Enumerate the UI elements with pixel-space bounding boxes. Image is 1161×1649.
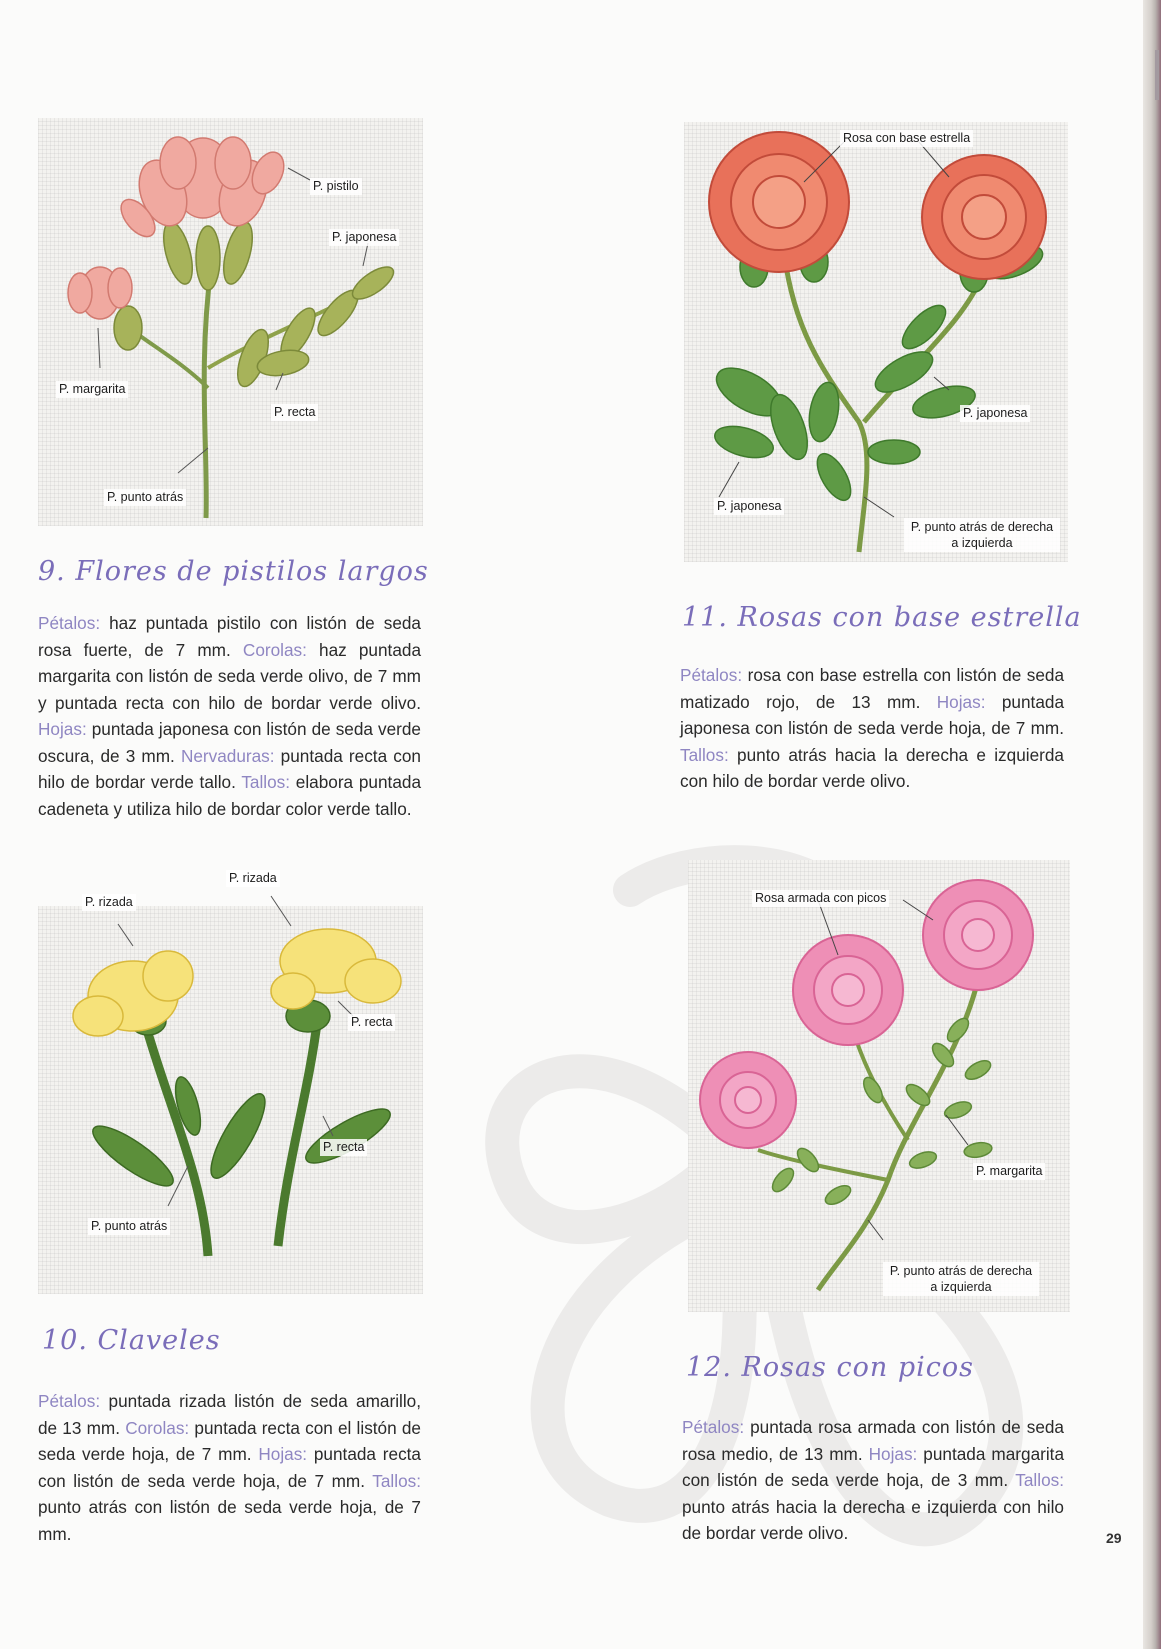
embroidery-illustration — [684, 122, 1068, 562]
label-p-margarita: P. margarita — [56, 381, 128, 398]
label-p-recta: P. recta — [271, 404, 318, 421]
embroidery-illustration — [38, 118, 423, 526]
body-keyword: Pétalos: — [38, 613, 101, 633]
body-text: haz puntada pistilo con listón de seda rosa fuerte, de 7 mm. — [38, 613, 421, 660]
embroidery-illustration — [38, 906, 423, 1294]
label-p-punto-atras: P. punto atrás de derecha a izquierda — [883, 1262, 1039, 1296]
body-text: punto atrás hacia la derecha e izquierda con hilo de bordar verde olivo. — [680, 744, 1064, 791]
section-body-11 — [680, 662, 1064, 795]
label-p-recta-1: P. recta — [348, 1014, 395, 1031]
body-keyword: Hojas: — [868, 1443, 918, 1464]
photo-rosas-base-estrella — [684, 122, 1068, 562]
photo-flores-pistilos — [38, 118, 423, 526]
body-keyword: Nervaduras: — [180, 745, 275, 766]
section-body-12 — [682, 1414, 1064, 1547]
page-spine — [1143, 0, 1161, 1649]
body-text: puntada rizada listón de seda amarillo, de 13 mm. — [38, 1391, 421, 1438]
body-keyword: Pétalos: — [38, 1391, 101, 1411]
body-text: punto atrás hacia la derecha e izquierda con hilo de bordar verde olivo. — [682, 1496, 1064, 1543]
spine-mark — [1155, 50, 1159, 100]
label-p-recta-2: P. recta — [320, 1139, 367, 1156]
body-text: puntada recta con el listón de seda verde hoja, de 7 mm. — [38, 1417, 421, 1464]
body-keyword: Tallos: — [241, 772, 291, 792]
label-p-punto-atras: P. punto atrás — [104, 489, 186, 506]
body-text: puntada japonesa con listón de seda verde hoja, de 7 mm. — [680, 691, 1065, 738]
label-p-margarita: P. margarita — [973, 1163, 1045, 1180]
label-p-punto-atras: P. punto atrás — [88, 1218, 170, 1235]
body-text: puntada margarita con listón de seda verde hoja, de 3 mm. — [682, 1443, 1065, 1490]
photo-rosas-con-picos — [688, 860, 1070, 1312]
body-keyword: Hojas: — [38, 719, 87, 739]
body-keyword: Pétalos: — [680, 665, 743, 685]
label-p-japonesa-1: P. japonesa — [960, 405, 1030, 422]
body-keyword: Hojas: — [936, 691, 986, 712]
page-number: 29 — [1106, 1530, 1122, 1546]
section-body-9 — [38, 610, 421, 822]
photo-claveles — [38, 871, 423, 1294]
label-rosa-armada-picos: Rosa armada con picos — [752, 890, 889, 907]
section-title-9: 9. Flores de pistilos largos — [38, 556, 429, 587]
body-keyword: Corolas: — [125, 1417, 190, 1438]
body-text: elabora puntada cadeneta y utiliza hilo de bordar color verde tallo. — [38, 772, 422, 819]
body-keyword: Tallos: — [680, 744, 729, 765]
label-p-pistilo: P. pistilo — [310, 178, 362, 195]
embroidery-illustration — [688, 860, 1070, 1312]
body-keyword: Tallos: — [372, 1470, 421, 1491]
body-keyword: Pétalos: — [682, 1417, 745, 1437]
body-text: rosa con base estrella con listón de seda matizado rojo, de 13 mm. — [680, 665, 1064, 712]
body-keyword: Hojas: — [258, 1444, 308, 1464]
label-p-rizada-1: P. rizada — [82, 894, 136, 911]
body-text: puntada recta con hilo de bordar verde tallo. — [38, 745, 421, 792]
body-text: puntada recta con listón de seda verde hoja, de 7 mm. — [38, 1444, 421, 1491]
body-keyword: Corolas: — [242, 639, 307, 660]
label-p-rizada-2: P. rizada — [226, 870, 280, 887]
body-text: puntada rosa armada con listón de seda rosa medio, de 13 mm. — [682, 1417, 1064, 1464]
label-rosa-base-estrella: Rosa con base estrella — [840, 130, 973, 147]
body-text: punto atrás con listón de seda verde hoja, de 7 mm. — [38, 1497, 421, 1544]
section-title-12: 12. Rosas con picos — [686, 1352, 974, 1383]
body-text: puntada japonesa con listón de seda verde oscura, de 3 mm. — [38, 719, 421, 766]
body-text: haz puntada margarita con listón de seda verde olivo, de 7 mm y puntada recta con hilo de bordar verde olivo. — [38, 639, 422, 713]
section-title-11: 11. Rosas con base estrella — [682, 602, 1082, 633]
section-title-10: 10. Claveles — [42, 1325, 221, 1356]
body-keyword: Tallos: — [1015, 1470, 1064, 1490]
section-body-10 — [38, 1388, 421, 1547]
label-p-japonesa-2: P. japonesa — [714, 498, 784, 515]
label-p-punto-atras: P. punto atrás de derecha a izquierda — [904, 518, 1060, 552]
label-p-japonesa: P. japonesa — [329, 229, 399, 246]
